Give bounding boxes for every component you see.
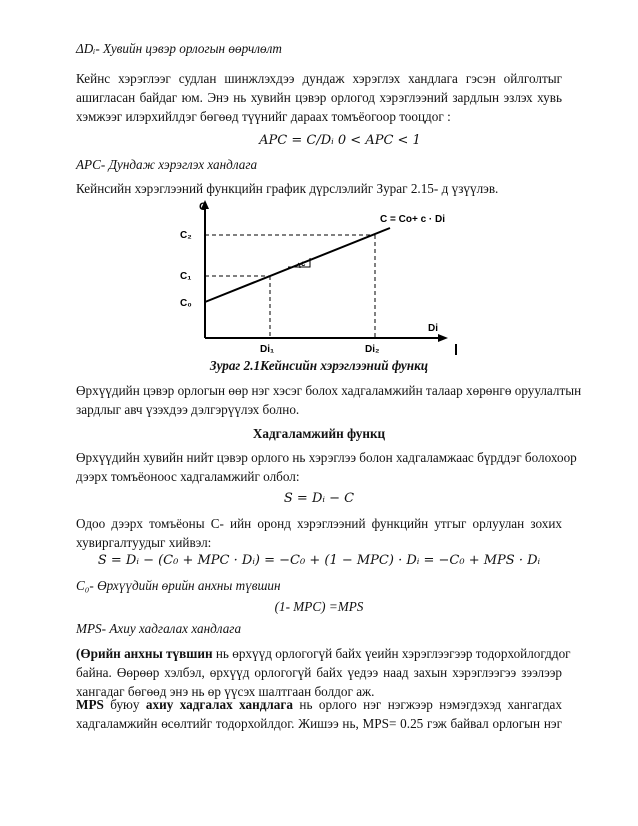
paragraph-line: ашигласан байдаг юм. Энэ нь хувийн цэвэр орлогод хэрэглээний зардлын эзлэх хувь <box>76 90 562 105</box>
paragraph-line: Кейнсийн хэрэглээний функцийн график дүрслэлийг Зураг 2.15- д үзүүлэв. <box>76 181 499 196</box>
paragraph-line: Өрхүүдийн цэвэр орлогын өөр нэг хэсэг болох хадгаламжийн талаар хөрөнгө оруулалтын <box>76 383 582 398</box>
savings-formula: S = Dᵢ − C <box>283 491 355 506</box>
apc-formula: APC = C/Dᵢ 0 < APC < 1 <box>259 133 421 148</box>
savings-derivation-formula: S = Dᵢ − (C₀ + MPC · Dᵢ) = −C₀ + (1 − MPC) · Dᵢ = −C₀ + MPS · Dᵢ <box>97 553 541 568</box>
slope-label: c <box>301 259 306 268</box>
delta-di-definition: ΔDᵢ- Хувийн цэвэр орлогын өөрчлөлт <box>76 41 282 56</box>
slope-triangle <box>288 258 310 267</box>
y-axis-label: C <box>199 201 207 213</box>
paragraph-line: Кейнс хэрэглээг судлан шинжлэхдээ дундаж хэрэглэх хандлага гэсэн ойлголтыг <box>76 71 562 86</box>
paragraph-line: дээрх томъёоноос хадгаламжийг олбол: <box>76 469 300 484</box>
paragraph-line: байна. Өөрөөр хэлбэл, өрхүүд орлогогүй байх үедээ наад захын хэрэглээгээ зээлээр <box>76 665 562 680</box>
c0-definition: C₀- Өрхүүдийн өрийн анхны түвшин <box>76 578 281 593</box>
consumption-line <box>205 228 390 302</box>
bold-term: MPS <box>76 697 104 712</box>
paragraph-line: зардлыг авч үзэхдээ дэлгэрүүлэх болно. <box>76 402 300 417</box>
paragraph-line <box>76 645 571 662</box>
bold-term: (Өрийн анхны түвшин <box>76 646 213 661</box>
c1-label: C₁ <box>180 271 192 282</box>
paragraph-line: хадгаламжийн өсөлтийг тодорхойлдог. Жишээ нь, MPS= 0.25 гэж байвал орлогын нэг <box>76 716 562 731</box>
section-heading: Хадгаламжийн функц <box>252 426 386 441</box>
c0-label: C₀ <box>180 298 192 309</box>
apc-definition: APC- Дундаж хэрэглэх хандлага <box>76 157 258 172</box>
x-axis-label: Di <box>428 323 438 334</box>
equation-label: C = Co+ c · Di <box>380 214 446 225</box>
c2-label: C₂ <box>180 230 192 241</box>
di1-label: Di₁ <box>260 344 275 355</box>
di2-label: Di₂ <box>365 344 380 355</box>
mps-identity: (1- MPC) =MPS <box>274 599 364 614</box>
bold-term: ахиу хадгалах хандлага <box>145 697 293 712</box>
vertical-mark <box>455 344 457 355</box>
paragraph-line: хангадаг бөгөөд энэ нь өр үүсэх шалтгаан болдог аж. <box>76 684 375 699</box>
consumption-function-figure <box>180 196 470 361</box>
paragraph-text: нь өрхүүд орлогогүй байх үеийн хэрэглээгээр тодорхойлогддог <box>212 646 571 661</box>
figure-caption: Зураг 2.1Кейнсийн хэрэглээний функц <box>209 358 429 373</box>
paragraph-line: Өрхүүдийн хувийн нийт цэвэр орлого нь хэрэглээ болон хадгаламжаас бүрддэг болохоор <box>76 450 577 465</box>
paragraph-text: нь орлого нэг нэгжээр нэмэгдэхэд хангагдах <box>292 697 562 712</box>
paragraph-text: буюу <box>103 697 146 712</box>
mps-definition: MPS- Ахиу хадгалах хандлага <box>76 621 242 636</box>
x-axis-arrow <box>438 334 448 342</box>
paragraph-line: хувиргалтуудыг хийвэл: <box>76 535 212 550</box>
paragraph-line <box>76 696 562 713</box>
paragraph-line: хэмжээг илэрхийлдэг бөгөөд түүнийг дараах томъёогоор тооцдог : <box>76 109 451 124</box>
paragraph-line: Одоо дээрх томъёоны C- ийн оронд хэрэглээний функцийн утгыг орлуулан зохих <box>76 516 562 531</box>
